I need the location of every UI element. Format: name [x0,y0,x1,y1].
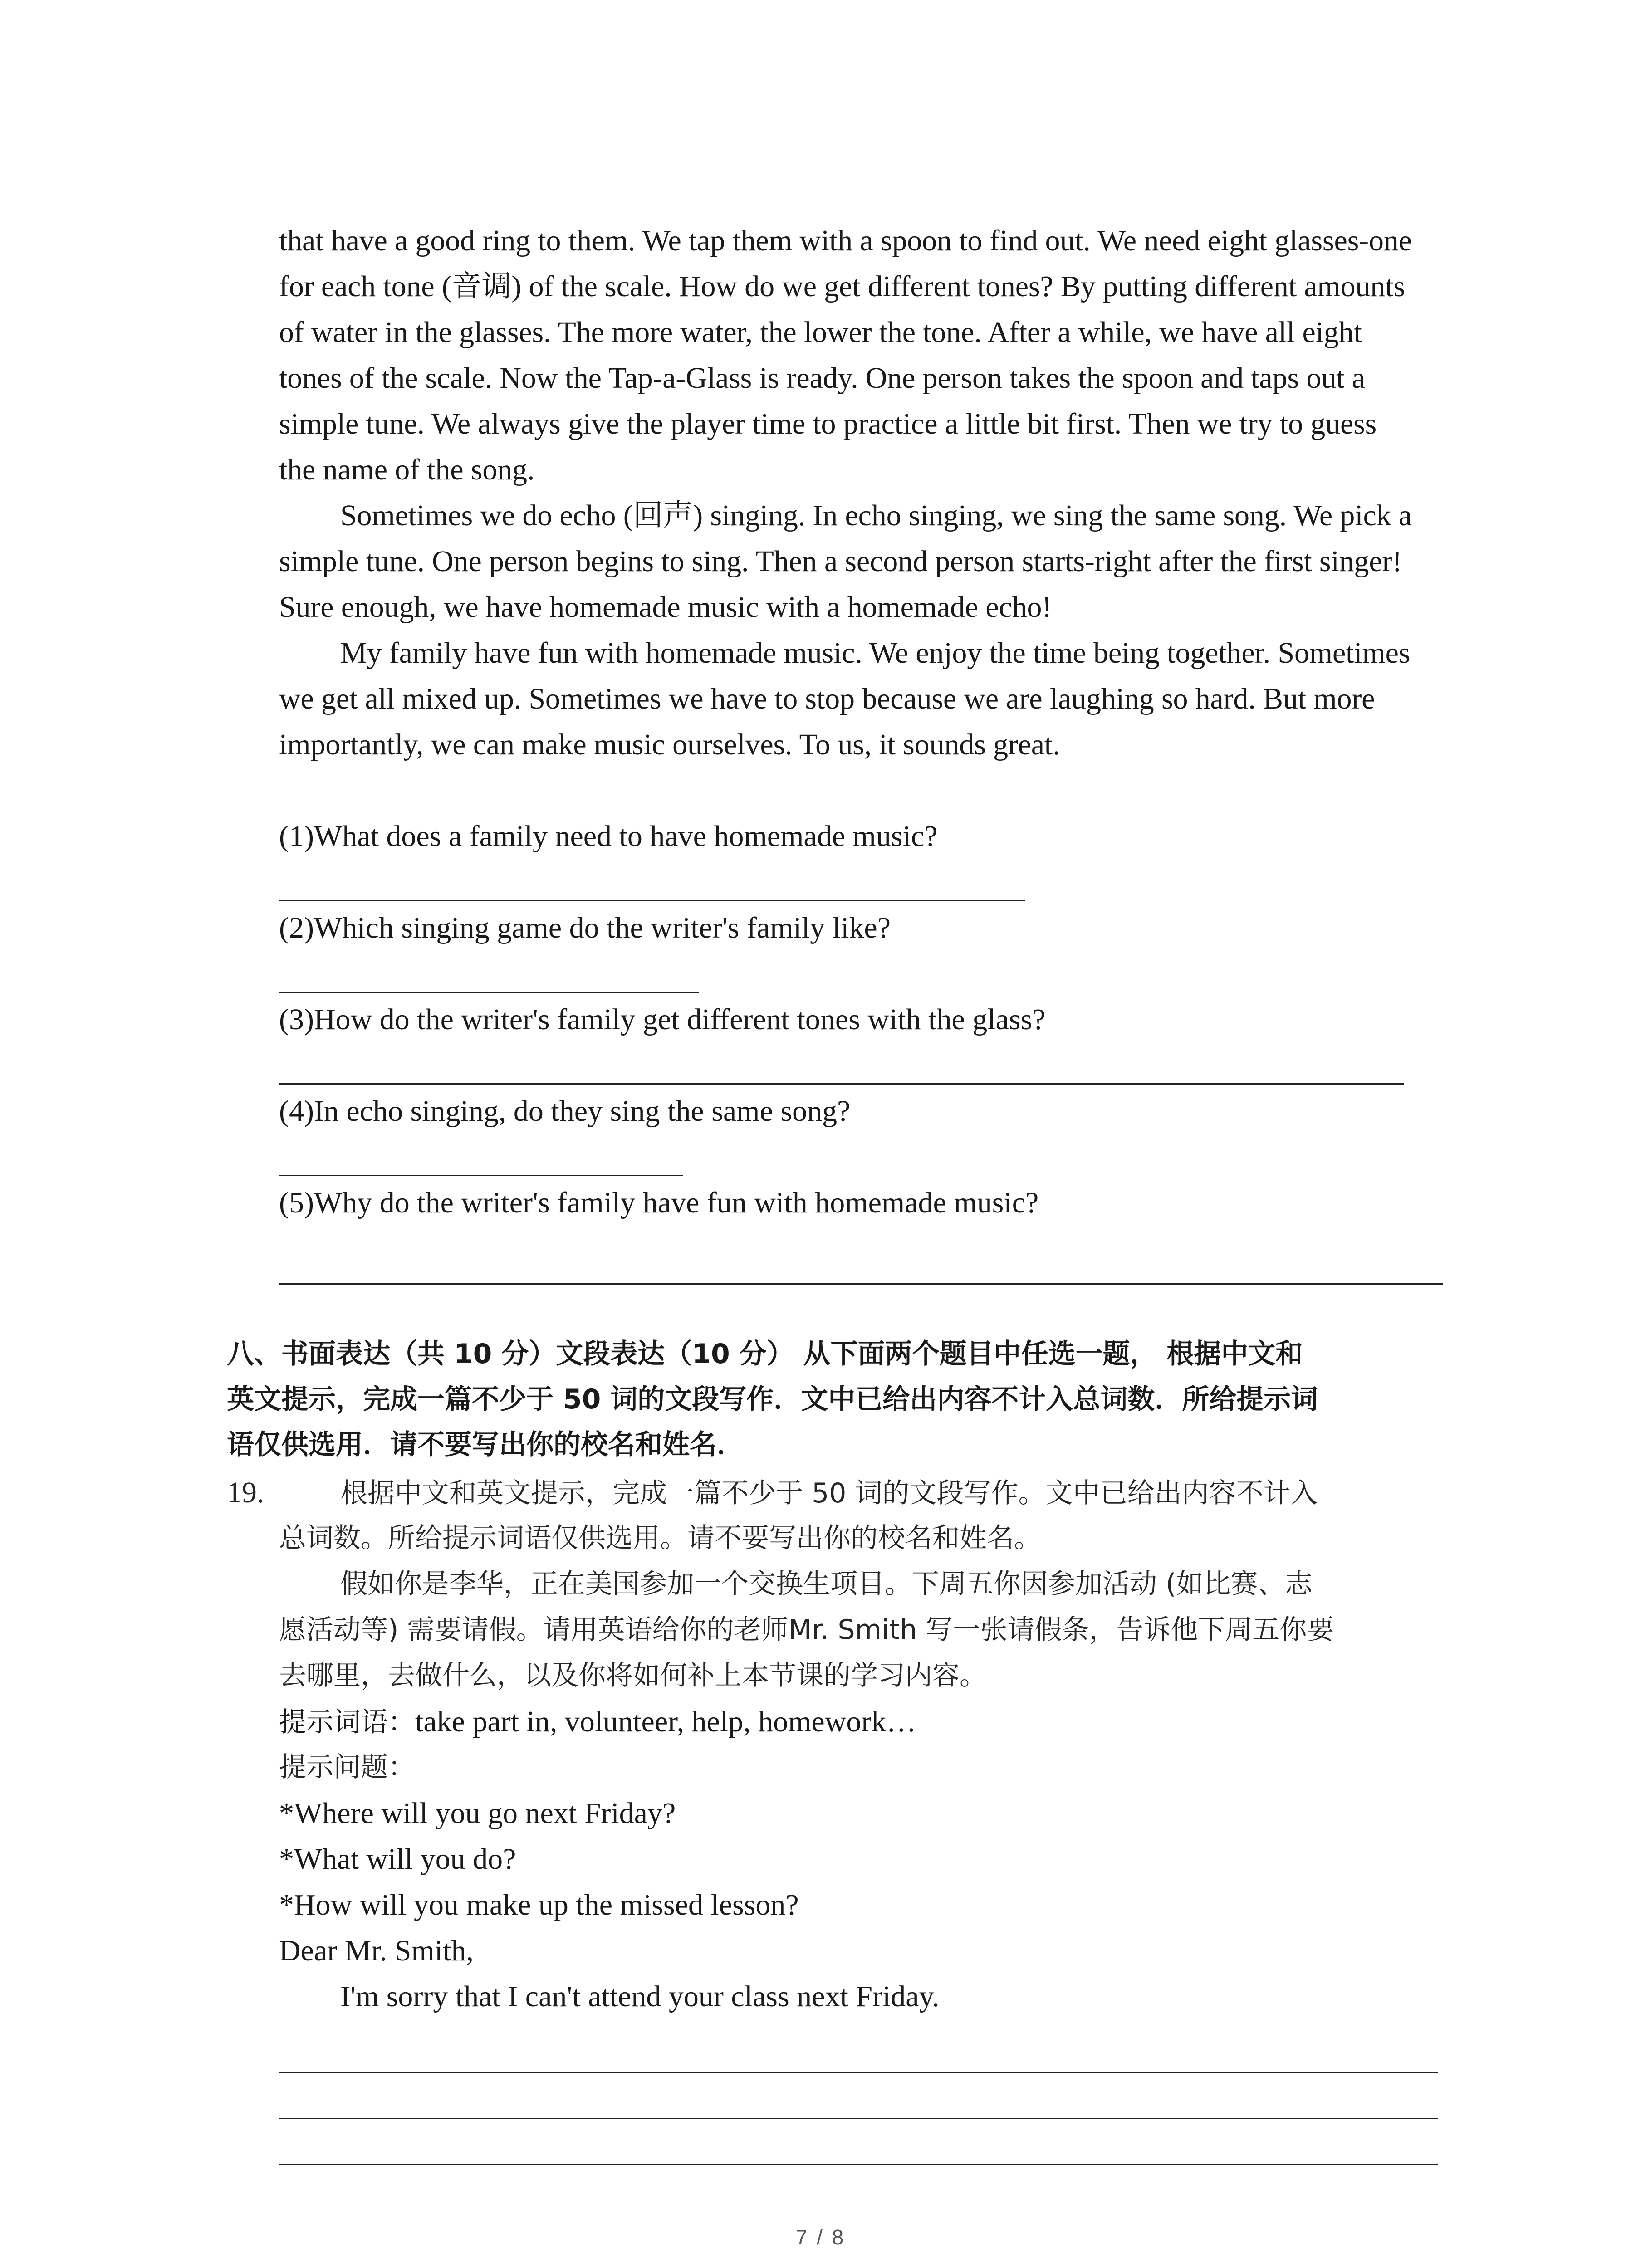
writing-area[interactable] [279,2028,1438,2165]
hint-words [227,1699,1461,1745]
passage-line: simple tune. We always give the player time to practice a little bit first. Then we try to guess [279,407,1377,440]
hint-question: *How will you make up the missed lesson? [279,1888,799,1921]
writing-line[interactable] [279,2073,1438,2119]
hint-words-text: take part in, volunteer, help, homework… [415,1705,916,1738]
passage-line: the name of the song. [279,453,535,486]
instruction-line: 根据中文和英文提示，完成一篇不少于 50 词的文段写作。文中已给出内容不计入 [340,1477,1318,1509]
passage-line: Sure enough, we have homemade music with a homemade echo! [279,591,1052,624]
passage-line: we get all mixed up. Sometimes we have to stop because we are laughing so hard. But more [279,682,1375,715]
answer-line-1[interactable] [279,859,1450,905]
passage-line: for each tone (音调) of the scale. How do we get different tones? By putting different amounts [279,270,1405,303]
writing-line[interactable] [279,2119,1438,2165]
question-number: 19. [227,1476,265,1509]
section-heading-line: 英文提示，完成一篇不少于 50 词的文段写作．文中已给出内容不计入总词数．所给提示词 [227,1383,1318,1415]
question-19 [227,1470,1461,2019]
question-2: (2)Which singing game do the writer's family like? [279,911,891,944]
question-5: (5)Why do the writer's family have fun with homemade music? [279,1186,1039,1219]
scenario-line: 愿活动等) 需要请假。请用英语给你的老师Mr. Smith 写一张请假条，告诉他下周五你要 [279,1614,1334,1646]
page-number: 7 / 8 [795,2225,846,2249]
section-8-heading [227,1331,1461,1467]
writing-line[interactable] [279,2028,1438,2073]
question-4: (4)In echo singing, do they sing the same song? [279,1095,851,1128]
passage-line: tones of the scale. Now the Tap-a-Glass is ready. One person takes the spoon and taps out a [279,362,1365,395]
section-heading-line: 语仅供选用．请不要写出你的校名和姓名． [227,1429,744,1461]
passage-line: importantly, we can make music ourselves. To us, it sounds great. [279,728,1060,761]
answer-line-2[interactable] [279,951,1450,997]
scenario-line: 假如你是李华，正在美国参加一个交换生项目。下周五你因参加活动 (如比赛、志 [340,1568,1313,1600]
answer-line-4[interactable] [279,1134,1450,1180]
question-1: (1)What does a family need to have homemade music? [279,820,938,853]
instruction-line: 总词数。所给提示词语仅供选用。请不要写出你的校名和姓名。 [279,1522,1041,1554]
passage-line: Sometimes we do echo (回声) singing. In echo singing, we sing the same song. We pick a [340,499,1412,532]
passage-line: My family have fun with homemade music. We enjoy the time being together. Sometimes [340,636,1411,670]
passage-line: simple tune. One person begins to sing. Then a second person starts-right after the first singer! [279,545,1402,578]
scenario-line: 去哪里，去做什么，以及你将如何补上本节课的学习内容。 [279,1660,987,1691]
passage-line: of water in the glasses. The more water, the lower the tone. After a while, we have all eight [279,316,1362,349]
question-list [279,813,1450,1298]
hint-question: *Where will you go next Friday? [279,1797,676,1830]
letter-salutation: Dear Mr. Smith, [279,1934,474,1967]
reading-passage [279,218,1450,1298]
letter-opening: I'm sorry that I can't attend your class next Friday. [340,1980,940,2013]
hint-words-label: 提示词语： [279,1706,415,1738]
answer-line-5[interactable] [279,1226,1450,1298]
section-heading-line: 八、书面表达（共 10 分）文段表达（10 分） 从下面两个题目中任选一题， 根据中文和 [227,1338,1303,1370]
answer-line-3[interactable] [279,1042,1450,1088]
hint-questions-label: 提示问题： [279,1751,415,1783]
question-3: (3)How do the writer's family get different tones with the glass? [279,1003,1046,1036]
passage-line: that have a good ring to them. We tap them with a spoon to find out. We need eight glasses-one [279,224,1412,257]
hint-question: *What will you do? [279,1843,516,1876]
